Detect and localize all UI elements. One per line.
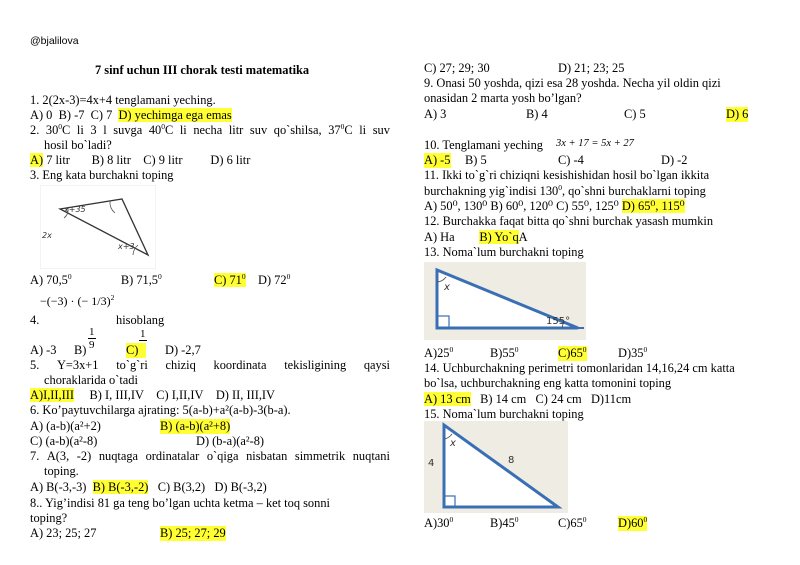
q11-options — [424, 199, 685, 214]
q4-option-c: C) — [126, 343, 146, 358]
q4-option-b: B) — [74, 343, 87, 357]
q12-options — [424, 230, 528, 245]
q5-option-b: B) I, III,IV — [89, 388, 144, 402]
q8-option-b: B) 25; 27; 29 — [160, 526, 226, 540]
q3-triangle-figure — [40, 185, 156, 269]
q3-option-c: C) $71^0$ — [213, 271, 246, 287]
question-5-line1: 5. Y=3x+1 to`g`ri chiziq koordinata tekisligining qaysi — [30, 358, 390, 372]
question-4-number: 4. — [30, 313, 40, 327]
q14-option-b: B) 14 cm — [480, 392, 527, 406]
q12-option-b: B) Yo`q — [479, 230, 519, 244]
q10-option-c: C) -4 — [558, 153, 584, 167]
q5-options — [30, 388, 275, 403]
q11-option-d: D) 65⁰, 115⁰ — [621, 199, 685, 213]
q10-equation: 3x + 17 = 5x + 27 — [556, 138, 634, 149]
q7-option-b: B) B(-3,-2) — [92, 480, 149, 494]
q10-option-d: D) -2 — [661, 153, 688, 167]
question-11-line2: burchakning yig`indisi $130^0$, qo`shni burchaklarni toping — [424, 182, 706, 198]
q15-option-a: $A)30^0$ — [424, 514, 454, 530]
q2-option-b: B) 8 litr — [91, 153, 131, 167]
q3-label-right: x+3 — [118, 242, 135, 251]
q4-option-a: A) -3 — [30, 343, 57, 357]
q8-option-c: C) 27; 29; 30 — [424, 61, 490, 75]
q3-option-d: D) $72^0$ — [258, 271, 291, 287]
question-8-line2: toping? — [30, 511, 68, 525]
q1-option-c: C) 7 — [90, 108, 113, 122]
q15-option-b: $B)45^0$ — [490, 514, 519, 530]
q7-options — [30, 480, 267, 495]
q1-option-a: A) 0 — [30, 108, 53, 122]
q15-option-d: $D)60^0$ — [618, 514, 648, 530]
q6-option-d: D) (b-a)(a²-8) — [196, 434, 265, 448]
q15-label-x: x — [450, 438, 456, 449]
q13-label-angle: 155° — [546, 316, 571, 327]
q14-option-a: A) 13 cm — [424, 392, 471, 406]
q12-option-a: A) Ha — [424, 230, 455, 244]
q13-option-c: $C)65^0$ — [558, 344, 587, 360]
q7-option-d: D) B(-3,2) — [214, 480, 267, 494]
q6-option-b: B) (a-b)(a²+8) — [160, 419, 231, 433]
author-handle: @bjalilova — [30, 35, 79, 47]
q13-option-a: $A)25^0$ — [424, 344, 454, 360]
q13-label-x: x — [444, 282, 450, 293]
q4-option-d: D) -2,7 — [165, 343, 201, 357]
question-2-line2: hosil bo`ladi? — [44, 138, 112, 152]
question-3: 3. Eng kata burchakni toping — [30, 168, 174, 182]
q4-option-b-fraction: 1 9 — [89, 326, 95, 351]
q5-option-d: D) II, III,IV — [215, 388, 275, 402]
q8-option-a: A) 23; 25; 27 — [30, 526, 97, 540]
q11-option-b: B) 60⁰, 120⁰ — [490, 199, 553, 213]
question-4-text: hisoblang — [116, 313, 165, 327]
question-10: 10. Tenglamani yeching — [424, 138, 543, 152]
q14-options — [424, 392, 631, 407]
q15-right-triangle-figure — [424, 421, 568, 513]
question-1: 1. 2(2x-3)=4x+4 tenglamani yeching. — [30, 93, 216, 107]
question-15: 15. Noma`lum burchakni toping — [424, 407, 584, 421]
question-9-line2: onasidan 2 marta yosh bo’lgan? — [424, 91, 582, 105]
q5-option-a: A)I,II,III — [30, 388, 75, 402]
question-7-line1: 7. A(3, -2) nuqtaga ordinatalar o`qiga nisbatan simmetrik nuqtani — [30, 449, 390, 463]
q2-option-d: D) 6 litr — [210, 153, 251, 167]
q15-label-4: 4 — [428, 458, 435, 469]
q4-expression: −(−3) · (− 1/3)$^2$ — [40, 293, 115, 308]
q3-label-top: x+35 — [64, 205, 86, 214]
question-5-line2: choraklarida o`tadi — [44, 373, 138, 387]
q2-options: A) 7 litr B) 8 litr C) 9 litr D) 6 litr — [30, 153, 251, 167]
q2-option-c: C) 9 litr — [143, 153, 183, 167]
question-7-line2: toping. — [44, 464, 79, 478]
q7-option-a: A) B(-3,-3) — [30, 480, 87, 494]
question-9-line1: 9. Onasi 50 yoshda, qizi esa 28 yoshda. Necha yil oldin qizi — [424, 76, 721, 90]
q6-option-a: A) (a-b)(a²+2) — [30, 419, 101, 433]
question-2-line1: 2. $30^0C$ li 3 l suvga $40^0C$ li necha litr suv qo`shilsa, $37^0C$ li suv — [30, 121, 390, 137]
q8-option-d: D) 21; 23; 25 — [558, 61, 625, 75]
q5-option-c: C) I,II,IV — [156, 388, 204, 402]
q6-option-c: C) (a-b)(a²-8) — [30, 434, 98, 448]
q9-option-c: C) 5 — [624, 107, 646, 121]
question-13: 13. Noma`lum burchakni toping — [424, 245, 584, 259]
q7-option-c: C) B(3,2) — [157, 480, 206, 494]
q3-options — [30, 273, 290, 288]
q11-option-c: C) 55⁰, 125⁰ — [556, 199, 619, 213]
q15-label-8: 8 — [508, 455, 515, 466]
q13-option-d: $D)35^0$ — [618, 344, 648, 360]
q9-option-a: A) 3 — [424, 107, 447, 121]
q13-option-b: $B)55^0$ — [490, 344, 519, 360]
q10-option-a: A) -5 — [424, 153, 451, 167]
question-11-line1: 11. Ikki to`g`ri chiziqni kesishishidan hosil bo`lgan ikkita — [424, 168, 710, 182]
q14-option-c: C) 24 cm — [535, 392, 582, 406]
q14-option-d: D)11cm — [590, 392, 632, 406]
q11-option-a: A) 50⁰, 130⁰ — [424, 199, 488, 213]
question-8-line1: 8.. Yig’indisi 81 ga teng bo’lgan uchta ketma – ket toq sonni — [30, 496, 330, 510]
q3-option-a: A) 70,5$^0$ — [30, 271, 72, 287]
q3-label-left: 2x — [42, 231, 52, 240]
q1-option-b: B) -7 — [58, 108, 85, 122]
q12-option-b-tail: A — [518, 230, 528, 244]
page-title: 7 sinf uchun III chorak testi matematika — [95, 63, 310, 77]
question-14-line2: bo`lsa, uchburchakning eng katta tomonini toping — [424, 376, 672, 390]
question-14-line1: 14. Uchburchakning perimetri tomonlaridan 14,16,24 cm katta — [424, 361, 735, 375]
q3-option-b: B) 71,5$^0$ — [120, 271, 162, 287]
q2-option-a: A) — [30, 153, 44, 167]
q13-right-triangle-figure — [424, 262, 586, 340]
q1-options — [30, 108, 232, 123]
q9-option-d: D) 6 — [726, 107, 749, 121]
q9-option-b: B) 4 — [526, 107, 548, 121]
question-6: 6. Ko’paytuvchilarga ajrating: 5(a-b)+a²(a-b)-3(b-a). — [30, 403, 291, 417]
q10-option-b: B) 5 — [465, 153, 487, 167]
q15-option-c: $C)65^0$ — [558, 514, 587, 530]
q4-option-c-fraction: 1 — [140, 328, 146, 340]
question-12: 12. Burchakka faqat bitta qo`shni burchak yasash mumkin — [424, 214, 714, 228]
q1-option-d: D) yechimga ega emas — [118, 108, 232, 122]
